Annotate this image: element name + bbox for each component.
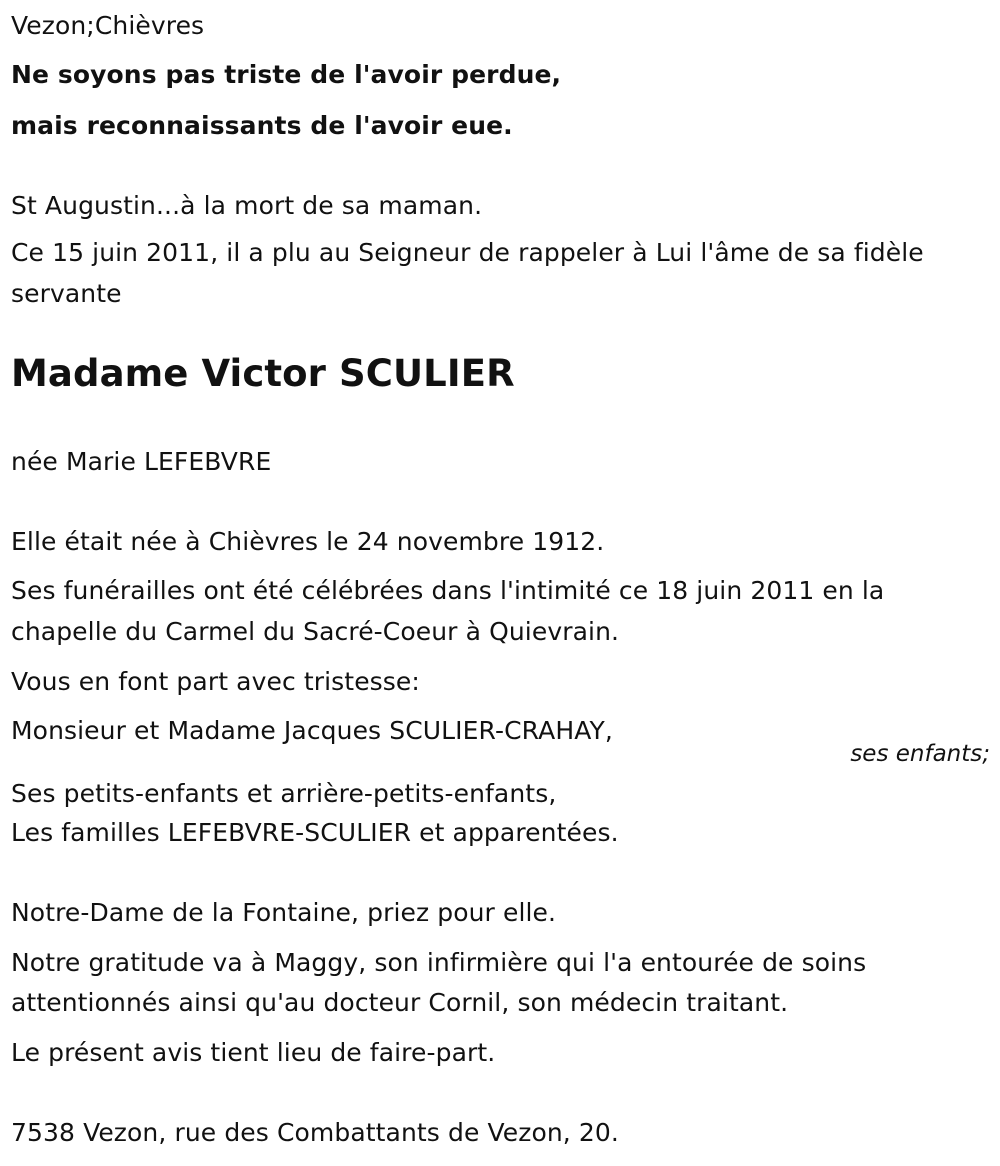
deceased-birth-name: née Marie LEFEBVRE (11, 447, 272, 476)
announcement-line-2: servante (11, 279, 122, 308)
gratitude-line-2: attentionnés ainsi qu'au docteur Cornil, son médecin traitant. (11, 988, 789, 1017)
family-children: Monsieur et Madame Jacques SCULIER-CRAHAY, (11, 716, 613, 745)
family-children-note: ses enfants; (850, 741, 990, 767)
quote-line-1: Ne soyons pas triste de l'avoir perdue, (11, 60, 562, 89)
family-intro: Vous en font part avec tristesse: (11, 667, 420, 696)
family-related: Les familles LEFEBVRE-SCULIER et apparentées. (11, 818, 619, 847)
quote-attribution: St Augustin...à la mort de sa maman. (11, 191, 483, 220)
family-grandchildren: Ses petits-enfants et arrière-petits-enfants, (11, 779, 557, 808)
deceased-name: Madame Victor SCULIER (11, 352, 515, 395)
address-line: 7538 Vezon, rue des Combattants de Vezon, 20. (11, 1118, 619, 1147)
notice-line: Le présent avis tient lieu de faire-part. (11, 1038, 496, 1067)
quote-line-2: mais reconnaissants de l'avoir eue. (11, 111, 513, 140)
header-location: Vezon;Chièvres (11, 11, 205, 40)
gratitude-line-1: Notre gratitude va à Maggy, son infirmière qui l'a entourée de soins (11, 948, 867, 977)
funeral-line-1: Ses funérailles ont été célébrées dans l'intimité ce 18 juin 2011 en la (11, 576, 885, 605)
funeral-line-2: chapelle du Carmel du Sacré-Coeur à Quievrain. (11, 617, 620, 646)
birth-details: Elle était née à Chièvres le 24 novembre 1912. (11, 527, 605, 556)
announcement-line-1: Ce 15 juin 2011, il a plu au Seigneur de rappeler à Lui l'âme de sa fidèle (11, 238, 924, 267)
prayer-line: Notre-Dame de la Fontaine, priez pour elle. (11, 898, 557, 927)
